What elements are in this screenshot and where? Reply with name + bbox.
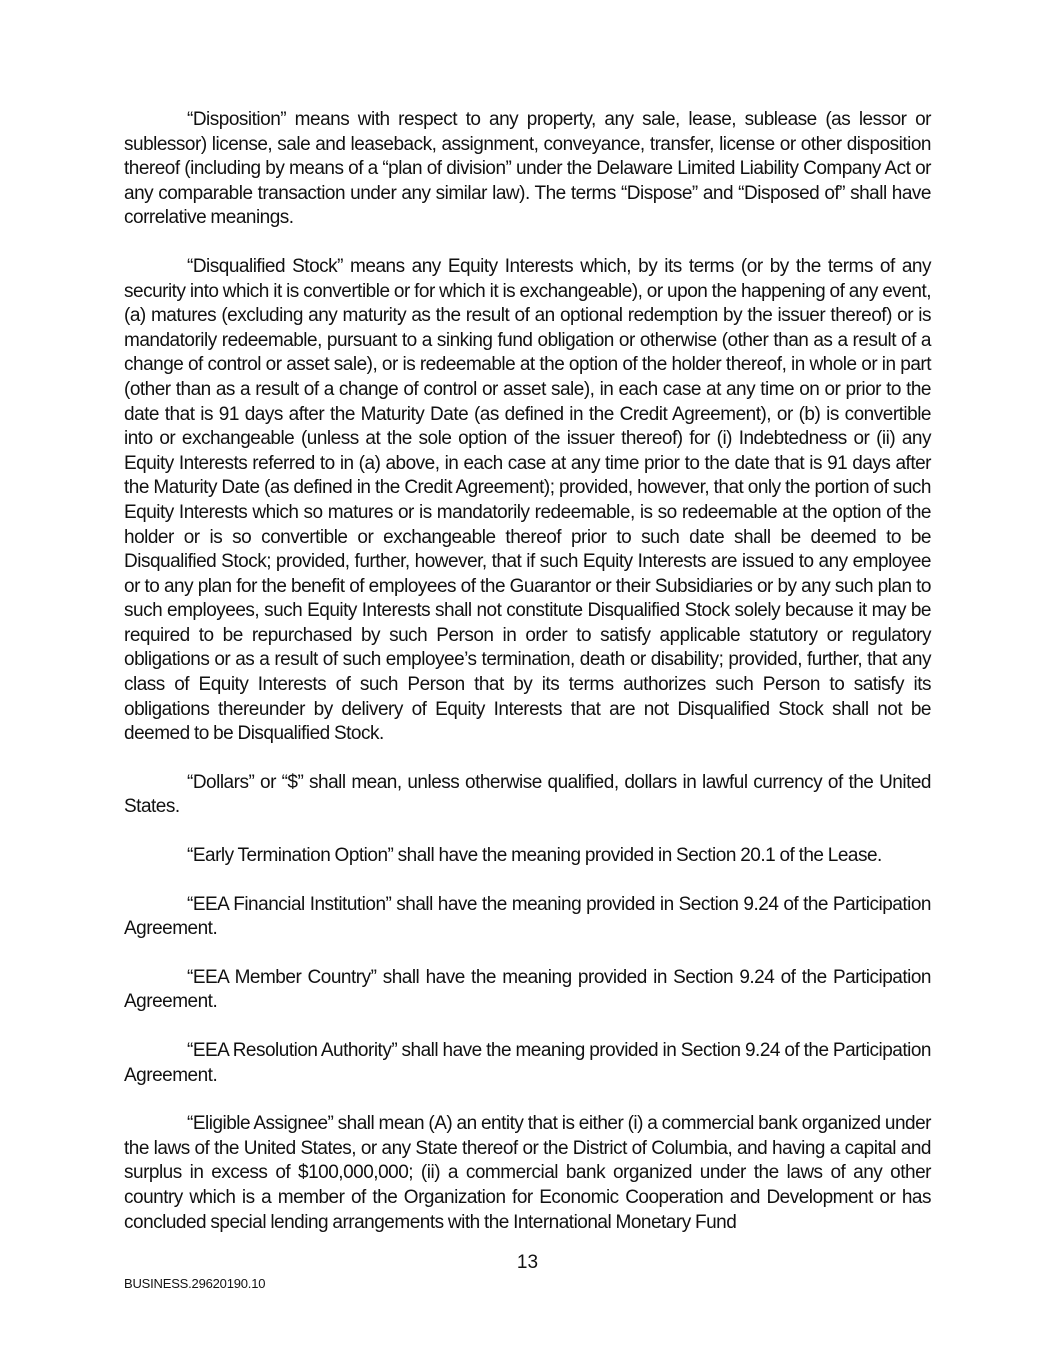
- page-number: 13: [516, 1252, 539, 1273]
- paragraph-definition-eligible-assignee: “Eligible Assignee” shall mean (A) an entity that is either (i) a commercial bank organized under the laws of the United States, or any State thereof or the District of Columbia, and having a capital and surplus in excess of $100,000,000; (ii) a commercial bank organized under the laws of any other country which is a member of the Organization for Economic Cooperation and Development or has concluded special lending arrangements with the International Monetary Fund: [124, 1113, 931, 1233]
- document-id: BUSINESS.29620190.10: [124, 1276, 266, 1291]
- paragraph-definition-eea-resolution-authority: “EEA Resolution Authority” shall have the meaning provided in Section 9.24 of the Participation Agreement.: [124, 1040, 931, 1086]
- paragraph-definition-dollars: “Dollars” or “$” shall mean, unless otherwise qualified, dollars in lawful currency of the United States.: [124, 771, 931, 818]
- document-body: [124, 108, 931, 1259]
- paragraph-definition-eea-financial-institution: “EEA Financial Institution” shall have the meaning provided in Section 9.24 of the Participation Agreement.: [124, 893, 931, 940]
- paragraph-definition-early-termination-option: “Early Termination Option” shall have the meaning provided in Section 20.1 of the Lease.: [187, 845, 882, 867]
- paragraph-definition-eea-member-country: “EEA Member Country” shall have the meaning provided in Section 9.24 of the Participation Agreement.: [124, 966, 931, 1013]
- paragraph-definition-disqualified-stock: “Disqualified Stock” means any Equity Interests which, by its terms (or by the terms of any security into which it is convertible or for which it is exchangeable), or upon the happening of any event, (a) matures (excluding any maturity as the result of an optional redemption by the issuer thereof) or is mandatorily redeemable, pursuant to a sinking fund obligation or otherwise (other than as a result of a change of control or asset sale), or is redeemable at the option of the holder thereof, in whole or in part (other than as a result of a change of control or asset sale), in each case at any time on or prior to the date that is 91 days after the Maturity Date (as defined in the Credit Agreement), or (b) is convertible into or exchangeable (unless at the sole option of the issuer thereof) for (i) Indebtedness or (ii) any Equity Interests referred to in (a) above, in each case at any time prior to the date that is 91 days after the Maturity Date (as defined in the Credit Agreement); provided, however, that only the portion of such Equity Interests which so matures or is mandatorily redeemable, is so redeemable at the option of the holder or is so convertible or exchangeable thereof prior to such date shall be deemed to be Disqualified Stock; provided, further, however, that if such Equity Interests are issued to any employee or to any plan for the benefit of employees of the Guarantor or their Subsidiaries or by any such plan to such employees, such Equity Interests shall not constitute Disqualified Stock solely because it may be required to be repurchased by such Person in order to satisfy applicable statutory or regulatory obligations or as a result of such employee’s termination, death or disability; provided, further, that any class of Equity Interests of such Person that by its terms authorizes such Person to satisfy its obligations thereunder by delivery of Equity Interests that are not Disqualified Stock shall not be deemed to be Disqualified Stock.: [124, 255, 931, 745]
- paragraph-definition-disposition: “Disposition” means with respect to any property, any sale, lease, sublease (as lessor or sublessor) license, sale and leaseback, assignment, conveyance, transfer, license or other disposition thereof (including by means of a “plan of division” under the Delaware Limited Liability Company Act or any comparable transaction under any similar law). The terms “Dispose” and “Disposed of” shall have correlative meanings.: [124, 109, 931, 229]
